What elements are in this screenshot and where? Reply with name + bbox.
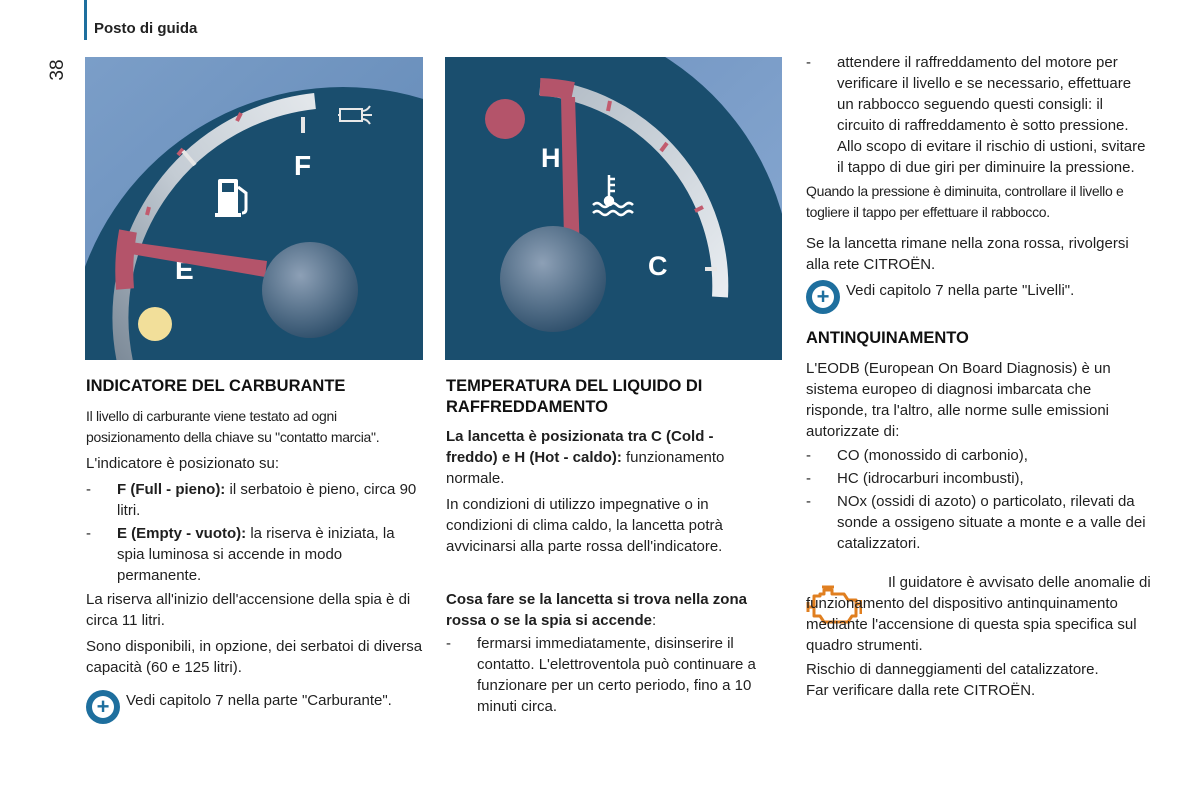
temperature-red-zone — [540, 87, 573, 91]
antipollution-section-title: ANTINQUINAMENTO — [806, 329, 969, 347]
fuel-gauge-knob — [262, 242, 358, 338]
coolant-pressure-text: Quando la pressione è diminuita, controllare il livello e togliere il tappo per effettuare il rabbocco. — [806, 183, 1124, 220]
fuel-gauge-svg — [85, 57, 423, 360]
citroen-verify-text: Far verificare dalla rete CITROËN. — [806, 682, 1036, 699]
list-item: - CO (monossido di carbonio), — [806, 447, 1028, 464]
temperature-gauge-knob — [500, 226, 606, 332]
engine-warning-text: Il guidatore è avvisato delle anomalie di funzionamento del dispositivo antinquinamento mediante l'accensione di questa spia specifica sul quadro strumenti. — [806, 574, 1151, 654]
fuel-empty-term: E (Empty - vuoto): — [117, 525, 247, 542]
fuel-full-term: F (Full - pieno): — [117, 481, 226, 498]
fuel-full-label: F — [294, 150, 312, 181]
fuel-reserve-text: La riserva all'inizio dell'accensione della spia è di circa 11 litri. — [86, 591, 411, 629]
plus-info-icon: + — [806, 280, 840, 314]
fuel-chapter-reference — [86, 690, 426, 724]
temperature-gauge-svg — [445, 57, 782, 360]
fuel-gauge-figure — [85, 57, 423, 360]
levels-reference-text: Vedi capitolo 7 nella parte "Livelli". — [846, 282, 1075, 299]
temperature-gauge-figure — [445, 57, 782, 360]
levels-chapter-reference — [806, 280, 1151, 314]
fuel-section-title: INDICATORE DEL CARBURANTE — [86, 377, 346, 395]
fuel-reference-text: Vedi capitolo 7 nella parte "Carburante". — [126, 692, 392, 709]
list-item: - NOx (ossidi di azoto) o particolato, rilevati da sonde a ossigeno situate a monte e a valle dei catalizzatori. — [806, 493, 1146, 552]
coolant-conditions-text: In condizioni di utilizzo impegnative o in condizioni di clima caldo, la lancetta potrà avvicinarsi alla parte rossa dell'indicatore. — [446, 496, 723, 555]
list-item: - attendere il raffreddamento del motore per verificare il livello e se necessario, effettuare un rabbocco seguendo questi consigli: il circuito di raffreddamento è sotto pressione. Allo scopo di evitare il rischio di ustioni, svitare il tappo di due giri per diminuire la pressione. — [806, 54, 1146, 176]
coolant-temperature-section — [446, 376, 766, 719]
coolant-normal-text: La lancetta è posizionata tra C (Cold - freddo) e H (Hot - caldo): funzionamento normale. — [446, 428, 725, 487]
page-number: 38 — [47, 59, 68, 81]
fuel-empty-desc: la riserva è iniziata, la spia luminosa si accende in modo permanente. — [117, 525, 395, 584]
plus-info-icon: + — [86, 690, 120, 724]
coolant-what-to-do-heading: Cosa fare se la lancetta si trova nella zona rossa o se la spia si accende: — [446, 591, 747, 629]
temperature-cold-label: C — [648, 251, 668, 281]
running-header: Posto di guida — [94, 20, 198, 37]
fuel-warning-lamp — [138, 307, 172, 341]
fuel-full-desc: il serbatoio è pieno, circa 90 litri. — [117, 481, 417, 519]
fuel-empty-label: E — [175, 254, 194, 285]
fuel-reserve-zone — [124, 231, 128, 289]
fuel-tanks-text: Sono disponibili, in opzione, dei serbatoi di diversa capacità (60 e 125 litri). — [86, 638, 423, 676]
catalyst-damage-text: Rischio di danneggiamenti del catalizzatore. — [806, 661, 1099, 678]
right-column — [806, 52, 1151, 706]
fuel-indicator-section — [86, 376, 426, 724]
temperature-warning-lamp — [485, 99, 525, 139]
list-item: - fermarsi immediatamente, disinserire il contatto. L'elettroventola può continuare a funzionare per un certo periodo, fino a 10 minuti circa. — [446, 635, 756, 715]
coolant-section-title: TEMPERATURA DEL LIQUIDO DI RAFFREDDAMENTO — [446, 377, 703, 416]
fuel-intro-text: Il livello di carburante viene testato ad ogni posizionamento della chiave su "contatto marcia". — [86, 408, 380, 445]
list-item: - F (Full - pieno): il serbatoio è pieno, circa 90 litri. — [86, 481, 417, 519]
list-item: - HC (idrocarburi incombusti), — [806, 470, 1024, 487]
fuel-positioned-text: L'indicatore è posizionato su: — [86, 455, 279, 472]
coolant-red-zone-text: Se la lancetta rimane nella zona rossa, rivolgersi alla rete CITROËN. — [806, 235, 1129, 273]
list-item: - E (Empty - vuoto): la riserva è iniziata, la spia luminosa si accende in modo permanente. — [86, 525, 395, 584]
header-accent-bar — [84, 0, 87, 40]
eodb-text: L'EODB (European On Board Diagnosis) è un sistema europeo di diagnosi imbarcata che risponde, tra l'altro, alle norme sulle emissioni autorizzate di: — [806, 360, 1111, 440]
temperature-hot-label: H — [541, 143, 561, 173]
